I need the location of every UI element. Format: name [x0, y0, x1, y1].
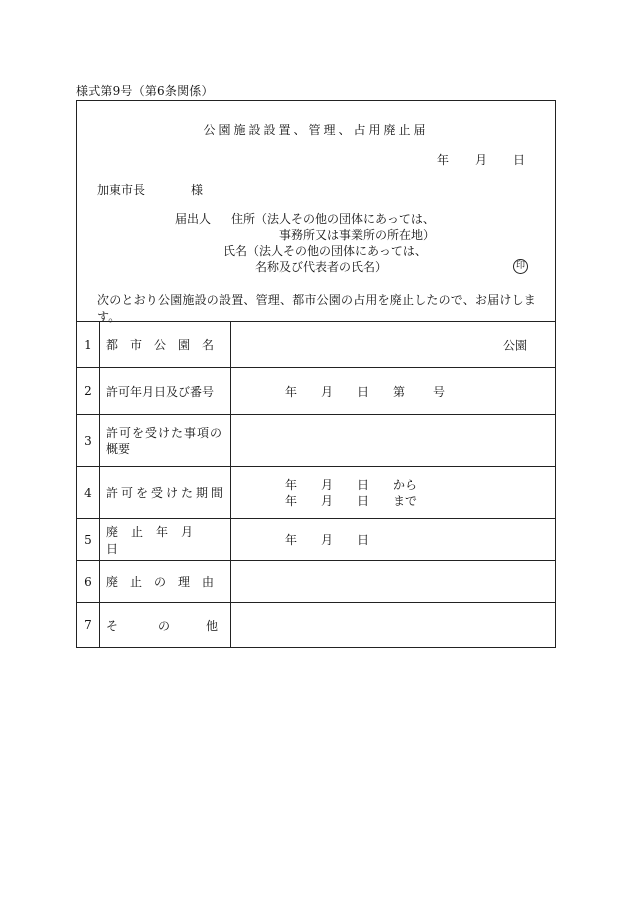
row-label: 廃止年月日: [100, 519, 231, 561]
table-row: [77, 368, 556, 415]
from-month: 月: [321, 477, 334, 492]
permit-month: 月: [321, 384, 334, 399]
table-row: [77, 603, 556, 648]
items-table: [76, 321, 556, 648]
form-number: 様式第9号（第6条関係）: [76, 84, 214, 98]
to-word: まで: [393, 493, 418, 508]
row-label-line2: 概要: [106, 441, 131, 456]
date-year: 年: [436, 153, 449, 167]
row-number: 6: [77, 561, 100, 603]
row-label: [100, 415, 231, 467]
abolish-date-field[interactable]: [231, 519, 556, 561]
applicant-label: 届出人: [175, 212, 212, 226]
row-label: 許可を受けた期間: [100, 467, 231, 519]
addressee-honorific: 様: [191, 183, 204, 197]
row-label-a: そ: [106, 618, 119, 633]
row-label: 都市公園名: [100, 322, 231, 368]
table-row: [77, 415, 556, 467]
seal-mark: 印: [513, 259, 528, 274]
to-year: 年: [285, 493, 298, 508]
park-name-field[interactable]: [231, 322, 556, 368]
date-month: 月: [474, 153, 487, 167]
permit-date-number-field[interactable]: [231, 368, 556, 415]
name-label: 氏名（法人その他の団体にあっては、: [223, 244, 427, 258]
to-month: 月: [321, 493, 334, 508]
from-day: 日: [357, 477, 370, 492]
permit-day: 日: [357, 384, 370, 399]
row-number: 7: [77, 603, 100, 648]
permit-summary-field[interactable]: [231, 415, 556, 467]
form-frame: [76, 100, 556, 648]
table-row: [77, 561, 556, 603]
row-label-c: 他: [206, 618, 219, 633]
date-day: 日: [512, 153, 525, 167]
addressee-name: 加東市長: [97, 183, 146, 197]
abolish-reason-field[interactable]: [231, 561, 556, 603]
row-label: 廃止の理由: [100, 561, 231, 603]
park-suffix: 公園: [502, 338, 527, 352]
from-word: から: [393, 477, 418, 492]
form-header: [77, 101, 555, 324]
abolish-year: 年: [285, 533, 298, 547]
permit-period-field[interactable]: [231, 467, 556, 519]
row-number: 3: [77, 415, 100, 467]
row-label-line1: 許可を受けた事項の: [106, 425, 224, 440]
statement: 次のとおり公園施設の設置、管理、都市公園の占用を廃止したので、お届けします。: [97, 293, 536, 324]
address-label: 住所（法人その他の団体にあっては、: [231, 212, 435, 226]
abolish-month: 月: [321, 533, 334, 547]
permit-no-suffix: 号: [433, 384, 446, 399]
row-number: 2: [77, 368, 100, 415]
table-row: [77, 519, 556, 561]
to-day: 日: [357, 493, 370, 508]
permit-no-prefix: 第: [393, 384, 406, 399]
document-title: 公園施設設置、管理、占用廃止届: [203, 123, 429, 137]
row-label-b: の: [158, 618, 171, 633]
submission-date: [437, 151, 525, 168]
row-number: 1: [77, 322, 100, 368]
applicant-block: [175, 211, 435, 275]
addressee: [97, 181, 203, 198]
from-year: 年: [285, 477, 298, 492]
table-row: [77, 322, 556, 368]
address-sub: 事務所又は事業所の所在地）: [279, 228, 436, 242]
abolish-day: 日: [357, 533, 370, 547]
row-number: 4: [77, 467, 100, 519]
other-field[interactable]: [231, 603, 556, 648]
row-label: 許可年月日及び番号: [100, 368, 231, 415]
table-row: [77, 467, 556, 519]
row-number: 5: [77, 519, 100, 561]
permit-year: 年: [285, 384, 298, 399]
row-label: [100, 603, 231, 648]
name-sub: 名称及び代表者の氏名）: [255, 260, 388, 274]
